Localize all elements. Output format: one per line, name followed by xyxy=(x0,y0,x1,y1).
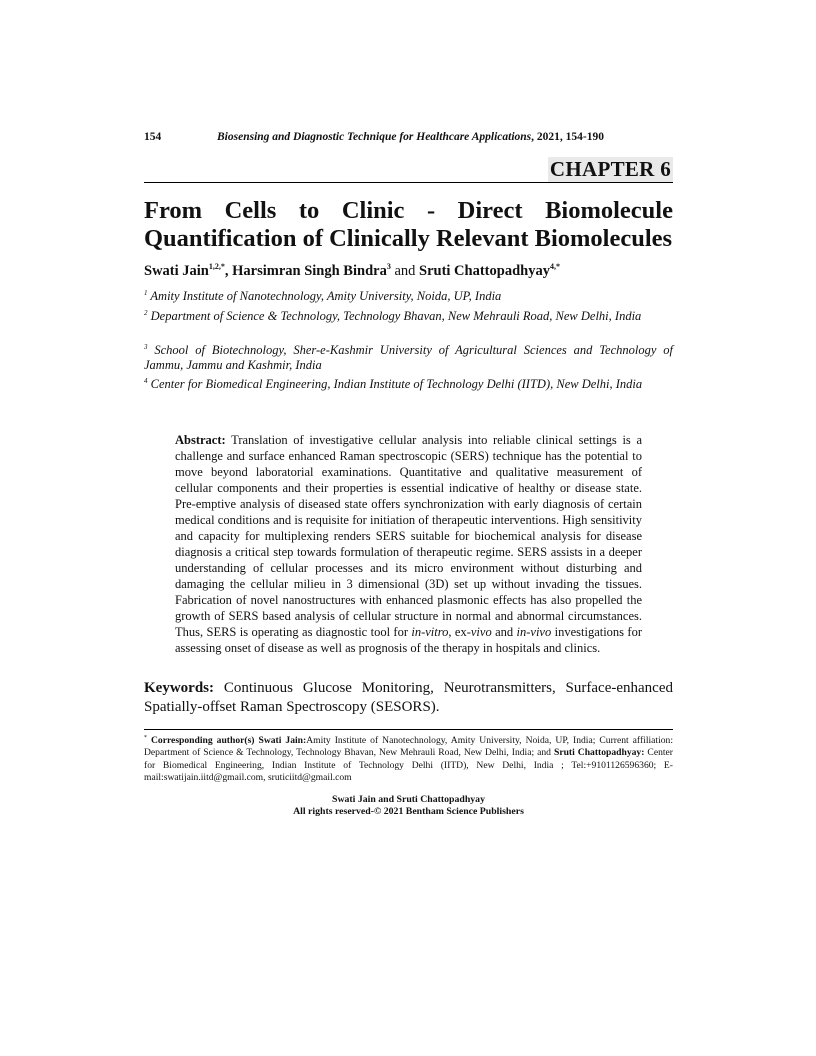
journal-title: Biosensing and Diagnostic Technique for Healthcare Applications xyxy=(217,131,532,143)
affiliation-marker: 1 xyxy=(144,289,148,297)
abstract xyxy=(175,432,642,656)
abstract-italic: vivo xyxy=(470,625,492,639)
affiliation-2 xyxy=(144,306,673,324)
author-separator: and xyxy=(390,263,420,279)
corresponding-author-footnote xyxy=(144,732,673,785)
footnote-text: Amity Institute of Nanotechnology, Amity University, Noida, UP, India; Current affiliation: Department of Science & Technology, Technology Bhavan, New Mehrauli Road, New Delhi, India; and xyxy=(144,735,673,759)
abstract-text: and xyxy=(491,625,517,639)
keywords xyxy=(144,679,673,717)
affiliation-marker: 3 xyxy=(144,343,148,351)
copyright-notice xyxy=(144,794,673,818)
affiliation-text: Amity Institute of Nanotechnology, Amity University, Noida, UP, India xyxy=(150,289,502,303)
author-affiliation-marker: 1,2,* xyxy=(208,262,225,271)
abstract-label: Abstract: xyxy=(175,433,226,447)
page-number: 154 xyxy=(144,131,162,143)
abstract-italic: in-vivo xyxy=(516,625,552,639)
copyright-statement: All rights reserved-© 2021 Bentham Science Publishers xyxy=(293,806,524,817)
author-name: Harsimran Singh Bindra xyxy=(232,263,387,279)
affiliation-text: Department of Science & Technology, Technology Bhavan, New Mehrauli Road, New Delhi, India xyxy=(150,309,642,323)
footnote-marker: * xyxy=(144,735,147,741)
affiliation-1 xyxy=(144,286,673,304)
title-line-2: Quantification of Clinically Relevant Biomolecules xyxy=(144,225,673,252)
author-name: Sruti Chattopadhyay xyxy=(419,263,550,279)
abstract-text: Translation of investigative cellular analysis into reliable clinical settings is a challenge and surface enhanced Raman spectroscopic (SERS) technique has the potential to move beyond laboratorial examinations. Quantitative and qualitative measurement of cellular components and their properties is essential indicative of healthy or disease state. Pre-emptive analysis of diseased state offers synchronization with early diagnosis of certain medical conditions and is requisite for initiation of therapeutic interventions. High sensitivity and capacity for multiplexing renders SERS suitable for biochemical analysis for disease diagnosis a critical step towards formulation of therapeutic regime. SERS assists in a deeper understanding of cellular processes and its micro environment without disturbing and damaging the cellular milieu in 3 dimensional (3D) set up without invading the tissues. Fabrication of novel nanostructures with enhanced plasmonic effects has also propelled the growth of SERS based analysis of cellular structure in normal and abnormal circumstances. Thus, SERS is operating as diagnostic tool for xyxy=(175,433,642,639)
journal-info: , 2021, 154-190 xyxy=(531,131,604,143)
affiliation-3 xyxy=(144,340,673,373)
abstract-text: , ex- xyxy=(448,625,471,639)
abstract-text: investigations for assessing onset of disease as well as prognosis of the therapy in hospitals and clinics. xyxy=(175,625,643,655)
footnote-rule xyxy=(144,729,673,730)
journal-reference xyxy=(217,131,604,143)
title-line-1: From Cells to Clinic - Direct Biomolecule xyxy=(144,197,673,224)
footnote-label: Sruti Chattopadhyay: xyxy=(553,747,645,759)
keywords-label: Keywords: xyxy=(144,680,214,696)
affiliation-4 xyxy=(144,374,673,392)
affiliation-text: School of Biotechnology, Sher-e-Kashmir University of Agricultural Sciences and Technology of Jammu, Jammu and Kashmir, India xyxy=(144,343,674,372)
affiliation-text: Center for Biomedical Engineering, Indian Institute of Technology Delhi (IITD), New Delhi, India xyxy=(150,377,643,391)
author-affiliation-marker: 3 xyxy=(386,262,391,271)
author-affiliation-marker: 4,* xyxy=(549,262,560,271)
footnote-label: Corresponding author(s) Swati Jain: xyxy=(147,735,307,746)
abstract-italic: in-vitro xyxy=(411,625,449,639)
affiliation-marker: 4 xyxy=(144,377,148,385)
author-separator: , xyxy=(224,263,233,279)
keywords-text: Continuous Glucose Monitoring, Neurotransmitters, Surface-enhanced Spatially-offset Raman Spectroscopy (SESORS). xyxy=(144,680,673,715)
affiliation-marker: 2 xyxy=(144,309,148,317)
footnote-text: Center for Biomedical Engineering, Indian Institute of Technology Delhi (IITD), New Delhi, India ; Tel:+9101126596360; E-mail:swatijain.iitd@gmail.com, sruticiitd@gmail.com xyxy=(144,747,673,784)
author-name: Swati Jain xyxy=(144,263,209,279)
copyright-holders: Swati Jain and Sruti Chattopadhyay xyxy=(332,794,485,805)
chapter-label: CHAPTER 6 xyxy=(549,157,671,181)
header-rule xyxy=(144,182,673,183)
author-list xyxy=(144,262,673,280)
paper-title xyxy=(144,197,673,253)
